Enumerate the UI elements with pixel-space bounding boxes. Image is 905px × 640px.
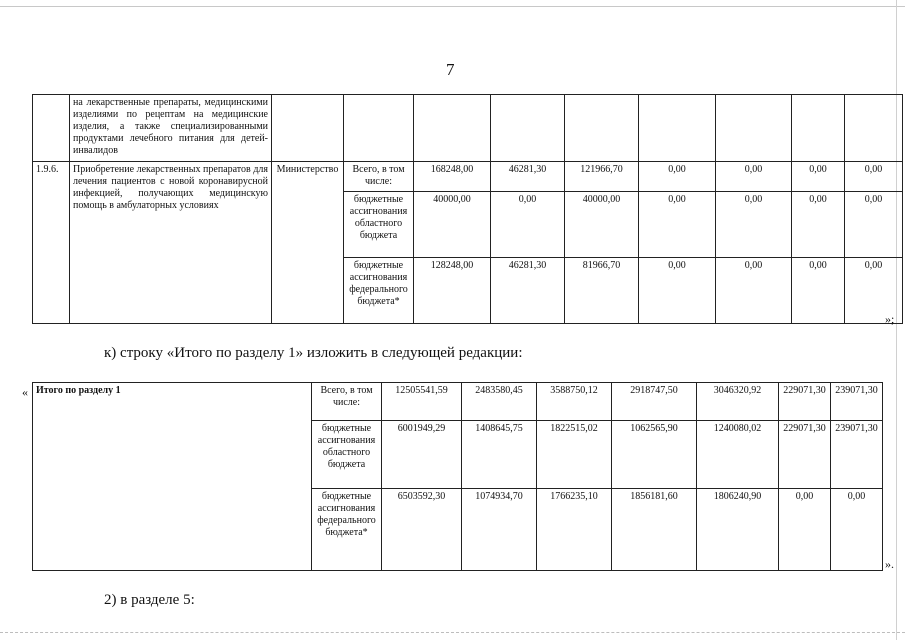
- paragraph-k: к) строку «Итого по разделу 1» изложить в следующей редакции:: [104, 345, 523, 361]
- value-cell: 1856181,60: [612, 489, 697, 571]
- totals-label: Итого по разделу 1: [33, 383, 312, 571]
- totals-table: [32, 382, 883, 571]
- value-cell: 1766235,10: [537, 489, 612, 571]
- table-row: [33, 162, 903, 192]
- value-cell: 1074934,70: [462, 489, 537, 571]
- value-cell: 0,00: [491, 192, 565, 258]
- value-cell: 0,00: [845, 162, 903, 192]
- value-cell: 0,00: [639, 162, 716, 192]
- value-cell: 46281,30: [491, 162, 565, 192]
- source-cell: бюджетные ассигнования областного бюджета: [344, 192, 414, 258]
- value-cell: 12505541,59: [382, 383, 462, 421]
- value-cell: 229071,30: [779, 383, 831, 421]
- value-cell: 0,00: [716, 162, 792, 192]
- closing-quote: ».: [885, 557, 894, 571]
- source-cell: Всего, в том числе:: [312, 383, 382, 421]
- source-cell: Всего, в том числе:: [344, 162, 414, 192]
- source-cell: бюджетные ассигнования федерального бюджета*: [312, 489, 382, 571]
- value-cell: 0,00: [792, 162, 845, 192]
- value-cell: 6001949,29: [382, 421, 462, 489]
- value-cell: 2918747,50: [612, 383, 697, 421]
- value-cell: 0,00: [831, 489, 883, 571]
- continued-text-cell: на лекарственные препараты, медицинскими изделиями по рецептам на медицинские изделия, а также специализированными продуктами лечебного питания для детей-инвалидов: [70, 95, 272, 162]
- value-cell: 0,00: [779, 489, 831, 571]
- value-cell: 239071,30: [831, 421, 883, 489]
- source-cell: бюджетные ассигнования федерального бюджета*: [344, 258, 414, 324]
- value-cell: 3588750,12: [537, 383, 612, 421]
- page-edge-top: [0, 6, 905, 7]
- value-cell: 239071,30: [831, 383, 883, 421]
- value-cell: 40000,00: [414, 192, 491, 258]
- value-cell: 1408645,75: [462, 421, 537, 489]
- row-index: 1.9.6.: [33, 162, 70, 324]
- paragraph-2: 2) в разделе 5:: [104, 592, 195, 608]
- value-cell: 0,00: [716, 192, 792, 258]
- value-cell: 3046320,92: [697, 383, 779, 421]
- value-cell: 2483580,45: [462, 383, 537, 421]
- continued-row: [33, 95, 903, 162]
- value-cell: 40000,00: [565, 192, 639, 258]
- table-row: [33, 383, 883, 421]
- closing-quote: »;: [885, 312, 895, 326]
- source-cell: бюджетные ассигнования областного бюджета: [312, 421, 382, 489]
- value-cell: 0,00: [716, 258, 792, 324]
- value-cell: 168248,00: [414, 162, 491, 192]
- row-executor: Министерство: [272, 162, 344, 324]
- value-cell: 0,00: [845, 258, 903, 324]
- value-cell: 0,00: [845, 192, 903, 258]
- opening-quote: «: [22, 385, 28, 399]
- value-cell: 229071,30: [779, 421, 831, 489]
- value-cell: 1240080,02: [697, 421, 779, 489]
- value-cell: 1806240,90: [697, 489, 779, 571]
- measures-table: [32, 94, 903, 324]
- value-cell: 0,00: [792, 258, 845, 324]
- value-cell: 6503592,30: [382, 489, 462, 571]
- value-cell: 81966,70: [565, 258, 639, 324]
- value-cell: 0,00: [792, 192, 845, 258]
- value-cell: 121966,70: [565, 162, 639, 192]
- row-name: Приобретение лекарственных препаратов для лечения пациентов с новой коронавирусной инфекцией, получающих медицинскую помощь в амбулаторных условиях: [70, 162, 272, 324]
- value-cell: 0,00: [639, 192, 716, 258]
- continued-index-cell: [33, 95, 70, 162]
- value-cell: 1062565,90: [612, 421, 697, 489]
- value-cell: 128248,00: [414, 258, 491, 324]
- value-cell: 46281,30: [491, 258, 565, 324]
- page-edge-bottom: [0, 632, 905, 633]
- value-cell: 0,00: [639, 258, 716, 324]
- page-number: 7: [446, 60, 455, 79]
- value-cell: 1822515,02: [537, 421, 612, 489]
